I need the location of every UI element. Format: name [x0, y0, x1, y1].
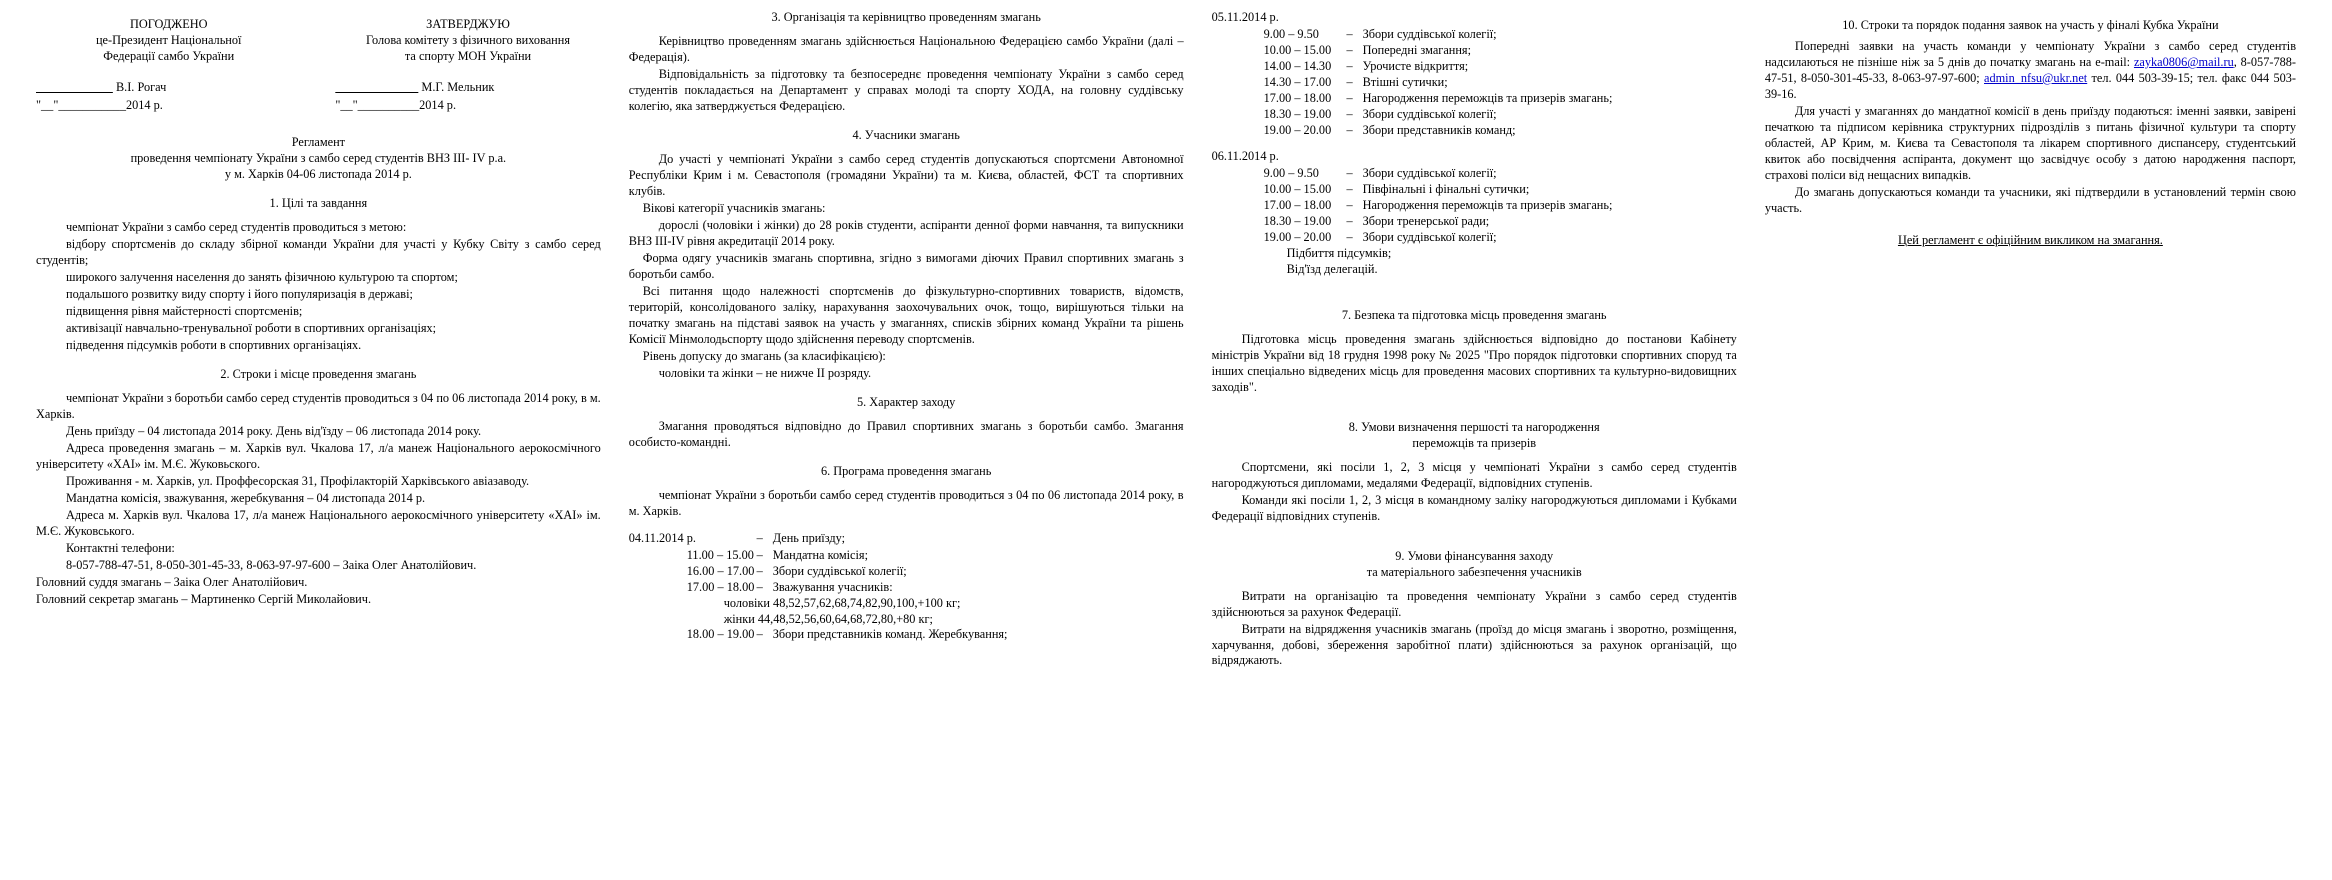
- section-9-p2: Витрати на відрядження учасників змагань (проїзд до місця змагань і зворотно, розміщення, харчування, добові, збереження заробітної плати) здійснюються за рахунок організацій, що відряджають.: [1211, 621, 1737, 668]
- section-5-p1: Змагання проводяться відповідно до Правил спортивних змагань з боротьби самбо. Змагання особисто-командні.: [628, 418, 1184, 449]
- row-text: Збори суддівської колегії;: [1362, 165, 1497, 180]
- row-dash: –: [1346, 165, 1353, 180]
- section-3-p1: Керівництво проведенням змагань здійснюється Національною Федерацією самбо України (далі –Федерація).: [628, 33, 1184, 64]
- approval-right-line1: Голова комітету з фізичного виховання: [366, 33, 570, 48]
- section-2-p3: Адреса проведення змагань – м. Харків вул. Чкалова 17, л/а манеж Національного аерокосмічного університету «ХАІ» ім. М.Є. Жуковьского.: [36, 440, 601, 471]
- section-2-p7: Контактні телефони:: [66, 540, 175, 555]
- column-2: [615, 10, 1198, 643]
- list-item: подальшого розвитку виду спорту і його популяризація в державі;: [66, 286, 413, 301]
- approval-right-word: ЗАТВЕРДЖУЮ: [426, 17, 510, 31]
- section-9-heading-line2: та матеріального забезпечення учасників: [1366, 564, 1582, 579]
- section-2-heading: 2. Строки і місце проведення змагань: [220, 366, 417, 381]
- section-8-p2: Команди які посіли 1, 2, 3 місця в командному заліку нагороджуються дипломами і Кубками Федерації відповідних ступенів.: [1211, 492, 1737, 523]
- email-link-nfsu[interactable]: admin_nfsu@ukr.net: [1984, 70, 2088, 85]
- section-9-heading-line1: 9. Умови фінансування заходу: [1395, 548, 1554, 563]
- section-10-p3: До змагань допускаються команди та учасники, які підтвердили в установлений термін свою участь.: [1764, 184, 2296, 215]
- row-time: 9.00 – 9.50: [1263, 165, 1319, 180]
- schedule-row: [1212, 198, 1737, 214]
- approval-right-line2: та спорту МОН України: [404, 49, 532, 64]
- day-3-date: 06.11.2014 р.: [1211, 148, 1279, 163]
- row-time: 16.00 – 17.00: [686, 563, 755, 578]
- schedule-row: [1212, 59, 1737, 75]
- list-item: широкого залучення населення до занять фізичною культурою та спортом;: [66, 269, 458, 284]
- row-time: 17.00 – 18.00: [686, 579, 755, 594]
- section-3-p2: Відповідальність за підготовку та безпосереднє проведення чемпіонату України з самбо серед студентів покладається на Департамент у справах молоді та спорту ХОДА, на головну суддівську колегію, яка затверджується Федерацією.: [628, 66, 1184, 113]
- column-1: [22, 10, 615, 609]
- schedule-row: [1212, 214, 1737, 230]
- row-time: 10.00 – 15.00: [1263, 42, 1332, 57]
- day-1-label: День приїзду;: [772, 530, 846, 545]
- row-dash: –: [1346, 26, 1353, 41]
- section-1-heading: 1. Цілі та завдання: [269, 196, 368, 211]
- section-4-p4: Форма одягу учасників змагань спортивна, згідно з вимогами діючих Правил спортивних змагань з боротьби самбо.: [628, 250, 1184, 281]
- section-2-chief-secretary: Головний секретар змагань – Мартиненко Сергій Миколайович.: [36, 591, 372, 606]
- section-4-p5: Всі питання щодо належності спортсменів до фізкультурно-спортивних товариств, відомств, територій, консолідованого заліку, нарахування заохочувальних очок, тощо, вирішуються тільки на початку змагань на підставі заявок на участь у змаганнях, списків збірних команд України та рішень Комісії Мінмолодьспорту щодо здійснення переводу спортсменів.: [628, 283, 1184, 346]
- day-1-date: 04.11.2014 р.: [628, 530, 696, 545]
- row-dash: –: [1346, 197, 1353, 212]
- row-text: Мандатна комісія;: [772, 547, 868, 562]
- section-6-heading: 6. Програма проведення змагань: [820, 463, 992, 478]
- row-text: Збори суддівської колегії;: [772, 563, 907, 578]
- document-title: [36, 135, 601, 183]
- row-text: Збори суддівської колегії;: [1362, 229, 1497, 244]
- row-dash: –: [1346, 213, 1353, 228]
- schedule-row: [629, 627, 1184, 643]
- section-7-heading: 7. Безпека та підготовка місць проведення змагань: [1341, 307, 1607, 322]
- section-4-p3: дорослі (чоловіки і жінки) до 28 років студенти, аспіранти денної форми навчання, та випускники ВНЗ ІІІ-ІV рівня акредитації 2014 року.: [628, 217, 1184, 248]
- row-dash: –: [1346, 229, 1353, 244]
- approval-left-line1: це-Президент Національної: [95, 33, 242, 48]
- row-text: Попередні змагання;: [1362, 42, 1472, 57]
- title-line-1: Регламент: [291, 135, 346, 150]
- row-text: Збори тренерської ради;: [1362, 213, 1490, 228]
- row-time: 10.00 – 15.00: [1263, 181, 1332, 196]
- row-text: Збори представників команд. Жеребкування;: [772, 627, 1008, 642]
- schedule-row: [1212, 107, 1737, 123]
- row-text: Нагородження переможців та призерів змагань;: [1362, 90, 1613, 105]
- email-link-zayka[interactable]: zayka0806@mail.ru: [2133, 54, 2234, 69]
- row-dash: –: [1346, 74, 1353, 89]
- title-line-2: проведення чемпіонату України з самбо серед студентів ВНЗ ІІІ- ІV р.а.: [130, 151, 507, 166]
- list-item: підведення підсумків роботи в спортивних організаціях.: [66, 337, 362, 352]
- section-10-p2: Для участі у змаганнях до мандатної комісії в день приїзду подаються: іменні заявки, завірені печаткою та підписом керівника структурних підрозділів з питань фізичної культури та спорту областей, АР Крим, м. Києва та Севастополя та лікарем спортивного диспансеру, студентський квиток або посвідчення аспіранта, документ що засвідчує особу з датою народження паспорт, страхові поліси від нещасних випадків.: [1764, 103, 2296, 182]
- schedule-row: [1212, 91, 1737, 107]
- approvals-header: [36, 16, 601, 113]
- schedule-row: [629, 564, 1184, 580]
- row-time: 14.30 – 17.00: [1263, 74, 1332, 89]
- section-3-heading: 3. Організація та керівництво проведенням змагань: [771, 10, 1041, 24]
- approval-left-date: "__"___________2014 р.: [36, 97, 163, 112]
- section-8-heading-line2: переможців та призерів: [1412, 435, 1537, 450]
- day-3-extra-1: Підбиття підсумків;: [1286, 245, 1392, 260]
- row-dash: –: [1346, 90, 1353, 105]
- official-invitation-note: Цей регламент є офіційним викликом на змагання.: [1897, 232, 2163, 247]
- schedule-row: [1212, 123, 1737, 139]
- row-dash: –: [1346, 122, 1353, 137]
- section-9-heading: [1212, 549, 1737, 581]
- row-time: 17.00 – 18.00: [1263, 90, 1332, 105]
- title-line-3: у м. Харків 04-06 листопада 2014 р.: [224, 167, 412, 182]
- row-text: Збори суддівської колегії;: [1362, 26, 1497, 41]
- row-text: Півфінальні і фінальні сутички;: [1362, 181, 1530, 196]
- row-text: Збори суддівської колегії;: [1362, 106, 1497, 121]
- approval-right: [335, 16, 600, 113]
- row-time: 19.00 – 20.00: [1263, 229, 1332, 244]
- approval-left: [36, 16, 301, 113]
- row-text: Урочисте відкриття;: [1362, 58, 1469, 73]
- row-time: 14.00 – 14.30: [1263, 58, 1332, 73]
- section-10-p1: [1765, 39, 2296, 103]
- approval-left-line2: Федерації самбо України: [103, 49, 235, 64]
- approval-right-date: "__"__________2014 р.: [335, 97, 457, 112]
- row-text: Втішні сутички;: [1362, 74, 1448, 89]
- weight-categories-women: жінки 44,48,52,56,60,64,68,72,80,+80 кг;: [723, 611, 933, 626]
- schedule-row: [629, 548, 1184, 564]
- section-2-p5: Мандатна комісія, зважування, жеребкування – 04 листопада 2014 р.: [66, 490, 426, 505]
- row-time: 18.00 – 19.00: [686, 627, 755, 642]
- section-8-p1: Спортсмени, які посіли 1, 2, 3 місця у чемпіонаті України з самбо серед студентів нагороджуються дипломами, медалями Федерації, відповідних ступенів.: [1211, 459, 1737, 490]
- section-10-p1-mid: , 8-057-788-47-51, 8-050-301-45-33, 8-063-97-97-600;: [1764, 54, 2296, 85]
- row-dash: –: [1346, 181, 1353, 196]
- section-2-chief-judge: Головний суддя змагань – Заіка Олег Анатолійович.: [36, 574, 308, 589]
- column-4: [1751, 10, 2310, 249]
- section-4-p7: чоловіки та жінки – не нижче ІІ розряду.: [658, 365, 872, 380]
- schedule-row: [1212, 230, 1737, 246]
- section-10-p1-post: тел. 044 503-39-15; тел. факс 044 503-39-16.: [1764, 70, 2296, 101]
- list-item: відбору спортсменів до складу збірної команди України для участі у Кубку Світу з самбо серед студентів;: [36, 237, 601, 267]
- approval-left-word: ПОГОДЖЕНО: [129, 17, 208, 31]
- row-time: 11.00 – 15.00: [686, 547, 754, 562]
- row-dash: –: [756, 627, 763, 642]
- row-dash: –: [1346, 106, 1353, 121]
- section-2-phones: 8-057-788-47-51, 8-050-301-45-33, 8-063-97-97-600 – Заіка Олег Анатолійович.: [66, 557, 477, 572]
- weight-categories-men: чоловіки 48,52,57,62,68,74,82,90,100,+100 кг;: [723, 595, 961, 610]
- approval-right-signature: [335, 79, 600, 95]
- section-2-p6: Адреса м. Харків вул. Чкалова 17, л/а манеж Національного аерокосмічного університету «ХАІ» ім. М.Є. Жуковського.: [36, 507, 601, 538]
- section-4-p2: Вікові категорії учасників змагань:: [642, 200, 826, 215]
- schedule-row: [1212, 27, 1737, 43]
- row-dash: –: [756, 547, 763, 562]
- row-text: Збори представників команд;: [1362, 122, 1516, 137]
- schedule-day-1: [629, 531, 1184, 547]
- row-dash: –: [756, 579, 763, 594]
- column-3: [1198, 10, 1751, 670]
- day-3-extra-2: Від'їзд делегацій.: [1286, 261, 1378, 276]
- section-2-p1: чемпіонат України з боротьби самбо серед студентів проводиться з 04 по 06 листопада 2014 року, в м. Харків.: [36, 390, 601, 421]
- schedule-row: [1212, 75, 1737, 91]
- section-2-p4: Проживання - м. Харків, ул. Проффесорская 31, Профілакторій Харківського авіазаводу.: [66, 473, 530, 488]
- approval-left-signature: [36, 79, 301, 95]
- section-4-p1: До участі у чемпіонаті України з самбо серед студентів допускаються спортсмени Автономної Республіки Крим і м. Севастополя (громадяни України) та м. Києва, областей, ФСТ та спортивних клубів.: [628, 151, 1184, 198]
- schedule-row: [1212, 182, 1737, 198]
- list-item: активізації навчально-тренувальної роботи в спортивних організаціях;: [66, 320, 437, 335]
- section-8-heading: [1212, 420, 1737, 452]
- section-4-heading: 4. Учасники змагань: [852, 127, 960, 142]
- row-time: 17.00 – 18.00: [1263, 197, 1332, 212]
- section-1-intro: чемпіонат України з самбо серед студентів проводиться з метою:: [66, 220, 407, 235]
- schedule-row: [629, 580, 1184, 596]
- section-10-p1-pre: Попередні заявки на участь команди у чемпіонату України з самбо серед студентів надсилаються не пізніше ніж за 5 днів до початку змагань на e-mail:: [1764, 38, 2296, 69]
- list-item: підвищення рівня майстерності спортсменів;: [66, 303, 303, 318]
- row-text: Зважування учасників:: [772, 579, 893, 594]
- row-text: Нагородження переможців та призерів змагань;: [1362, 197, 1613, 212]
- row-time: 9.00 – 9.50: [1263, 26, 1319, 41]
- day-2-date: 05.11.2014 р.: [1211, 10, 1279, 24]
- section-6-p1: чемпіонат України з боротьби самбо серед студентів проводиться з 04 по 06 листопада 2014 року, в м. Харків.: [628, 487, 1184, 518]
- approval-right-name: М.Г. Мельник: [421, 79, 495, 94]
- section-7-p1: Підготовка місць проведення змагань здійснюється відповідно до постанови Кабінету міністрів України від 18 грудня 1998 року № 2025 "Про порядок підготовки спортивних споруд та інших спеціально відведених місць для проведення масових спортивних та культурно-видовищних заходів".: [1211, 331, 1737, 394]
- schedule-row: [1212, 43, 1737, 59]
- section-9-p1: Витрати на організацію та проведення чемпіонату України з самбо серед студентів здійснюються за рахунок Федерації.: [1211, 588, 1737, 619]
- section-5-heading: 5. Характер заходу: [857, 394, 956, 409]
- section-1-list: [36, 237, 601, 354]
- section-8-heading-line1: 8. Умови визначення першості та нагородження: [1348, 419, 1600, 434]
- schedule-row: [1212, 166, 1737, 182]
- row-time: 18.30 – 19.00: [1263, 106, 1332, 121]
- section-2-p2: День приїзду – 04 листопада 2014 року. День від'їзду – 06 листопада 2014 року.: [66, 423, 482, 438]
- section-10-heading: 10. Строки та порядок подання заявок на участь у фіналі Кубка України: [1842, 18, 2219, 32]
- section-4-p6: Рівень допуску до змагань (за класифікацією):: [642, 348, 886, 363]
- approval-left-name: В.І. Рогач: [115, 79, 167, 94]
- row-time: 19.00 – 20.00: [1263, 122, 1332, 137]
- row-dash: –: [1346, 42, 1353, 57]
- day-1-dash: –: [756, 530, 763, 545]
- row-dash: –: [1346, 58, 1353, 73]
- row-time: 18.30 – 19.00: [1263, 213, 1332, 228]
- row-dash: –: [756, 563, 763, 578]
